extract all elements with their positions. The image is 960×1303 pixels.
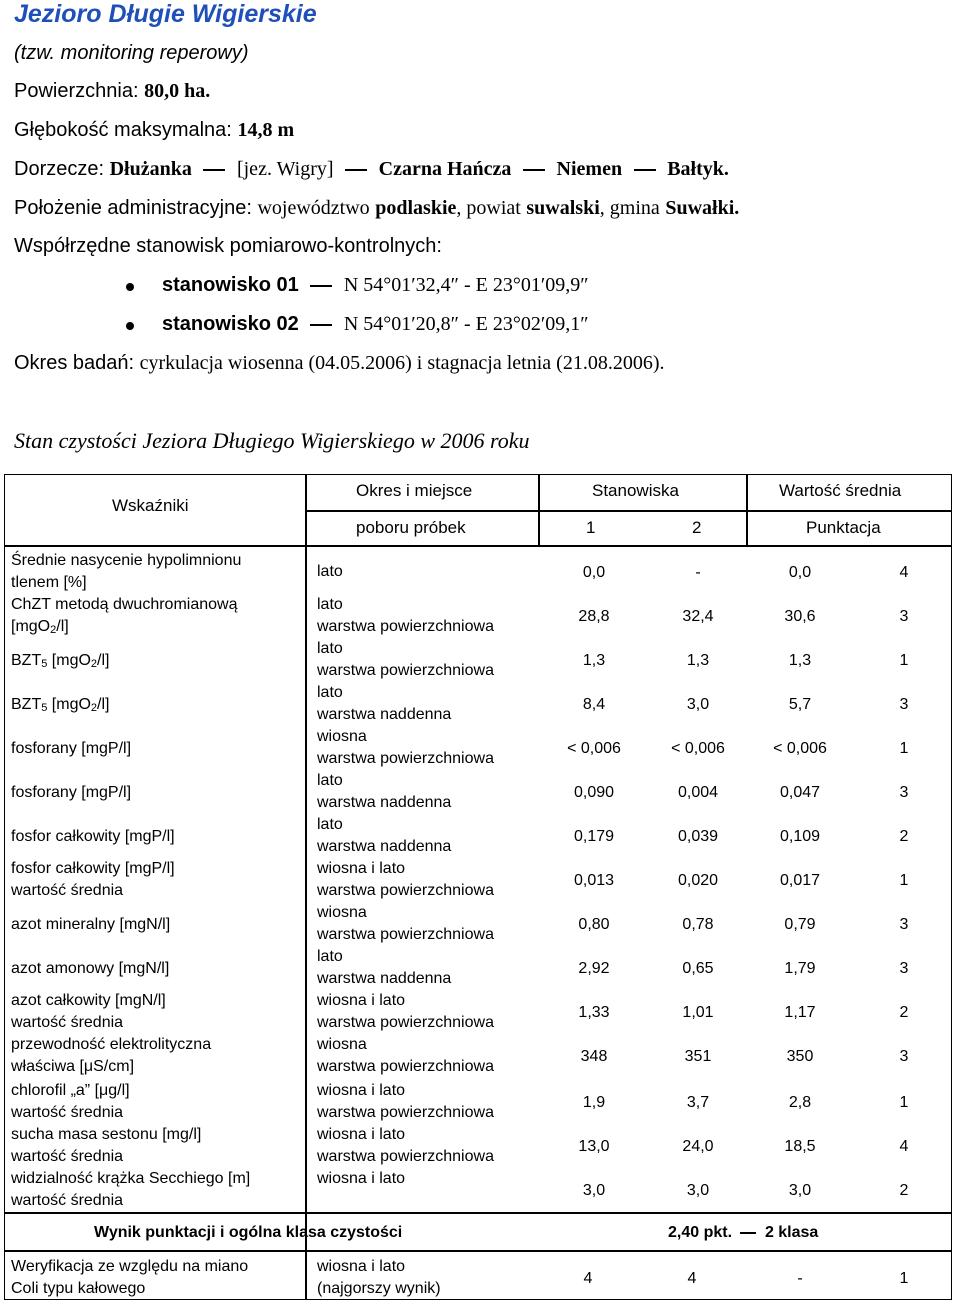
value-st2: 0,65 (682, 960, 714, 977)
value-avg: 1,79 (784, 960, 816, 977)
subtitle: (tzw. monitoring reperowy) (14, 42, 249, 64)
depth-label: Głębokość maksymalna: (14, 119, 232, 141)
value-points: 1 (899, 1094, 909, 1111)
indicator-line-1: $BZT_5$ [mgO$_2$/l] (11, 652, 110, 670)
value-points: 2 (899, 1182, 909, 1199)
basin-label: Dorzecze: (14, 158, 105, 180)
indicator-line-1: fosfor całkowity [mgP/l] (11, 860, 175, 877)
period-label: Okres badań: (14, 352, 135, 374)
value-st1: 348 (580, 1048, 608, 1065)
indicator-line-1: fosforany [mgP/l] (11, 784, 132, 801)
value-st2: 3,7 (686, 1094, 710, 1111)
basin-part-4: Niemen (556, 158, 623, 180)
indicator-line-1: $BZT_5$ [mgO$_2$/l] (11, 696, 110, 714)
period-line-2: (najgorszy wynik) (317, 1280, 441, 1297)
indicator-line-1: chlorofil „a” [μg/l] (11, 1082, 130, 1099)
station-coords: N 54°01′20,8″ - E 23°02′09,1″ (343, 313, 589, 335)
period-line-1: lato (317, 772, 343, 789)
indicator-line-1: ChZT metodą dwuchromianową (11, 596, 238, 613)
value-avg: 30,6 (784, 608, 816, 625)
period-line-1: lato (317, 596, 343, 613)
period-line-1: lato (317, 684, 343, 701)
value-avg: 5,7 (788, 696, 812, 713)
value-st2: 1,01 (682, 1004, 714, 1021)
period-line-1: wiosna i lato (317, 1258, 406, 1275)
station-coords: N 54°01′32,4″ - E 23°01′09,9″ (343, 274, 589, 296)
period-line-1: wiosna (317, 1036, 367, 1053)
admin-text-1: województwo (257, 197, 370, 219)
value-st2: 0,78 (682, 916, 714, 933)
indicator-line-2: wartość średnia (11, 1192, 124, 1209)
indicator-line-1: fosforany [mgP/l] (11, 740, 132, 757)
value-points: 3 (899, 608, 909, 625)
indicator-line-2: tlenem [%] (11, 574, 87, 591)
period-line-2: warstwa powierzchniowa (317, 1148, 494, 1165)
value-st2: 0,039 (677, 828, 719, 845)
value-st2: 4 (687, 1270, 697, 1287)
period-line-1: wiosna (317, 904, 367, 921)
summary-class: 2 klasa (764, 1224, 819, 1241)
indicator-line-1: fosfor całkowity [mgP/l] (11, 828, 175, 845)
value-avg: 1,3 (788, 652, 812, 669)
value-st1: 2,92 (578, 960, 610, 977)
value-st1: 0,179 (573, 828, 615, 845)
summary-result (668, 1224, 818, 1242)
summary-points: 2,40 pkt. (668, 1224, 733, 1241)
period-line-1: lato (317, 948, 343, 965)
value-points: 1 (899, 652, 909, 669)
value-st2: 24,0 (682, 1138, 714, 1155)
summary-label: Wynik punktacji i ogólna klasa czystości (94, 1224, 403, 1241)
dash (310, 324, 332, 326)
header-divider (305, 510, 952, 512)
admin-voivodeship: podlaskie (375, 197, 457, 219)
period-line-1: wiosna i lato (317, 1170, 406, 1187)
value-points: 1 (899, 872, 909, 889)
indicator-line-2: wartość średnia (11, 882, 124, 899)
period-line-2: warstwa powierzchniowa (317, 662, 494, 679)
period-line-1: wiosna i lato (317, 1082, 406, 1099)
value-st1: 3,0 (582, 1182, 606, 1199)
basin-part-2: [jez. Wigry] (236, 158, 334, 180)
period-line-1: lato (317, 816, 343, 833)
indicator-line-2: wartość średnia (11, 1014, 124, 1031)
coords-label: Współrzędne stanowisk pomiarowo-kontrolnych: (14, 235, 442, 257)
page-title: Jezioro Długie Wigierskie (14, 0, 317, 28)
area-line (14, 80, 210, 103)
value-st2: 1,3 (686, 652, 710, 669)
header-okres-2: poboru próbek (356, 518, 466, 537)
admin-label: Położenie administracyjne: (14, 197, 252, 219)
basin-part-5: Bałtyk. (667, 158, 729, 180)
value-avg: 0,79 (784, 916, 816, 933)
station-label: stanowisko 01 (162, 274, 299, 296)
subscript: 2 (50, 624, 57, 636)
value-st2: 3,0 (686, 1182, 710, 1199)
station-2 (162, 313, 589, 336)
period-line-1: wiosna (317, 728, 367, 745)
value-st2: 351 (684, 1048, 712, 1065)
value-points: 1 (899, 740, 909, 757)
value-st1: 1,33 (578, 1004, 610, 1021)
value-st2: < 0,006 (671, 740, 725, 757)
table-caption: Stan czystości Jeziora Długiego Wigierskiego w 2006 roku (14, 428, 530, 453)
value-st1: 0,090 (573, 784, 615, 801)
admin-line (14, 197, 739, 220)
period-line-1: wiosna i lato (317, 860, 406, 877)
indicator-line-1: sucha masa sestonu [mg/l] (11, 1126, 202, 1143)
subscript: 2 (90, 702, 98, 714)
value-points: 4 (899, 1138, 909, 1155)
header-punktacja: Punktacja (806, 518, 881, 537)
value-st2: - (695, 564, 701, 581)
summary-top (4, 1212, 952, 1214)
header-okres-1: Okres i miejsce (356, 481, 473, 500)
period-line-2: warstwa naddenna (317, 838, 452, 855)
value-points: 3 (899, 1048, 909, 1065)
value-st1: 1,9 (582, 1094, 606, 1111)
indicator-line-2: wartość średnia (11, 1104, 124, 1121)
value-st1: 0,0 (582, 564, 606, 581)
period-line-2: warstwa powierzchniowa (317, 750, 494, 767)
col-divider (305, 474, 307, 1300)
value-avg: - (797, 1270, 803, 1287)
period-value: cyrkulacja wiosenna (04.05.2006) i stagnacja letnia (21.08.2006). (139, 352, 665, 374)
value-st2: 0,020 (677, 872, 719, 889)
indicator-line-2: wartość średnia (11, 1148, 124, 1165)
period-line-2: warstwa powierzchniowa (317, 1104, 494, 1121)
station-label: stanowisko 02 (162, 313, 299, 335)
depth-line (14, 119, 294, 142)
subscript: 5 (41, 658, 48, 670)
value-avg: 350 (786, 1048, 814, 1065)
period-line-1: lato (317, 640, 343, 657)
period-line-1: wiosna i lato (317, 992, 406, 1009)
period-line-2: warstwa powierzchniowa (317, 926, 494, 943)
period-line-1: lato (317, 563, 343, 580)
admin-commune: Suwałki. (665, 197, 740, 219)
value-points: 2 (899, 1004, 909, 1021)
area-value: 80,0 ha. (144, 80, 211, 102)
indicator-line-1: azot całkowity [mgN/l] (11, 992, 166, 1009)
dash (523, 169, 545, 171)
value-st1: 13,0 (578, 1138, 610, 1155)
value-st2: 32,4 (682, 608, 714, 625)
bullet-icon (126, 283, 134, 291)
basin-part-3: Czarna Hańcza (378, 158, 512, 180)
indicator-line-2: właściwa [μS/cm] (11, 1058, 135, 1075)
station-1 (162, 274, 589, 297)
subscript: 2 (90, 658, 98, 670)
admin-text-3: , gmina (599, 197, 660, 219)
value-avg: 18,5 (784, 1138, 816, 1155)
indicator-line-1: Średnie nasycenie hypolimnionu (11, 552, 242, 569)
header-wskazniki: Wskaźniki (112, 496, 189, 515)
value-avg: 1,17 (784, 1004, 816, 1021)
period-line-2: warstwa powierzchniowa (317, 1014, 494, 1031)
value-points: 4 (899, 564, 909, 581)
header-wartosc: Wartość średnia (779, 481, 902, 500)
header-bottom (4, 545, 952, 547)
value-avg: 0,0 (788, 564, 812, 581)
admin-text-2: , powiat (456, 197, 521, 219)
value-st2: 3,0 (686, 696, 710, 713)
period-line-1: wiosna i lato (317, 1126, 406, 1143)
value-st1: 1,3 (582, 652, 606, 669)
dash (345, 169, 367, 171)
value-points: 3 (899, 696, 909, 713)
period-line-2: warstwa naddenna (317, 706, 452, 723)
dash (740, 1232, 756, 1234)
basin-part-1: Dłużanka (109, 158, 192, 180)
period-line-2: warstwa naddenna (317, 794, 452, 811)
period-line-2: warstwa naddenna (317, 970, 452, 987)
value-points: 2 (899, 828, 909, 845)
indicator-line-2: [mgO$_2$/l] (11, 618, 69, 636)
value-st1: 0,80 (578, 916, 610, 933)
area-label: Powierzchnia: (14, 80, 139, 102)
header-st1: 1 (586, 518, 596, 537)
header-st2: 2 (692, 518, 702, 537)
value-avg: < 0,006 (773, 740, 827, 757)
value-st1: 0,013 (573, 872, 615, 889)
value-points: 1 (899, 1270, 909, 1287)
value-avg: 2,8 (788, 1094, 812, 1111)
dash (634, 169, 656, 171)
value-st1: < 0,006 (567, 740, 621, 757)
value-avg: 0,017 (779, 872, 821, 889)
period-line-2: warstwa powierzchniowa (317, 618, 494, 635)
bullet-icon (126, 322, 134, 330)
indicator-line-1: widzialność krążka Secchiego [m] (11, 1170, 251, 1187)
summary-bottom (4, 1250, 952, 1252)
value-avg: 0,109 (779, 828, 821, 845)
value-st1: 8,4 (582, 696, 606, 713)
period-line-2: warstwa powierzchniowa (317, 1058, 494, 1075)
value-st1: 4 (583, 1270, 593, 1287)
value-st2: 0,004 (677, 784, 719, 801)
indicator-line-1: przewodność elektrolityczna (11, 1036, 212, 1053)
value-avg: 0,047 (779, 784, 821, 801)
period-line (14, 352, 664, 375)
dash (310, 285, 332, 287)
value-avg: 3,0 (788, 1182, 812, 1199)
depth-value: 14,8 m (237, 119, 295, 141)
value-points: 3 (899, 784, 909, 801)
indicator-line-1: azot mineralny [mgN/l] (11, 916, 171, 933)
header-stanowiska: Stanowiska (592, 481, 679, 500)
dash (203, 169, 225, 171)
period-line-2: warstwa powierzchniowa (317, 882, 494, 899)
value-st1: 28,8 (578, 608, 610, 625)
subscript: 5 (41, 702, 48, 714)
basin-line (14, 158, 729, 181)
admin-county: suwalski (526, 197, 600, 219)
value-points: 3 (899, 916, 909, 933)
indicator-line-1: azot amonowy [mgN/l] (11, 960, 170, 977)
value-points: 3 (899, 960, 909, 977)
indicator-line-1: Weryfikacja ze względu na miano (11, 1258, 249, 1275)
indicator-line-2: Coli typu kałowego (11, 1280, 146, 1297)
